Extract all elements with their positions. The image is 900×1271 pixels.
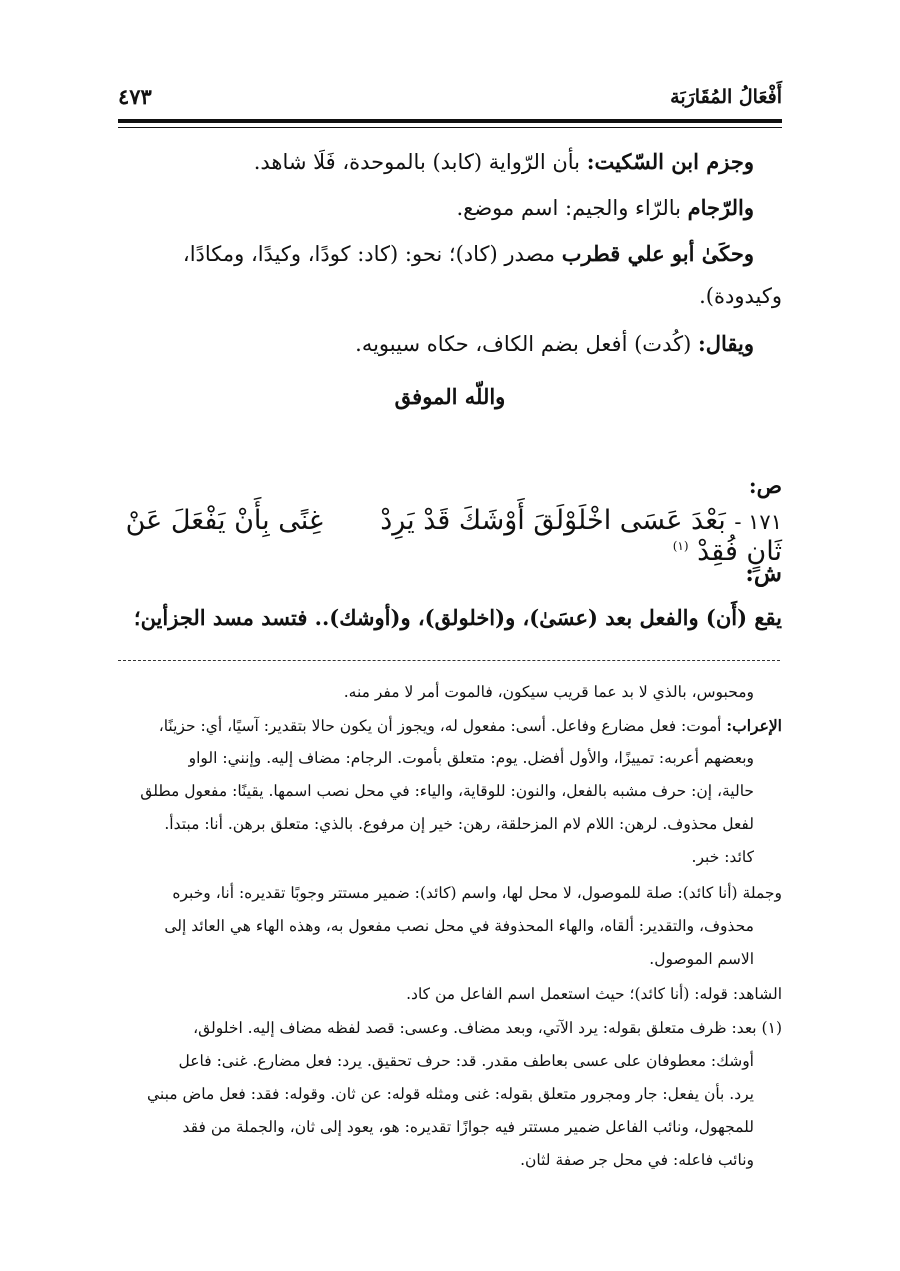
footnote-1-line-1: (١) بعد: ظرف متعلق بقوله: يرد الآتي، وبعد مضاف. وعسى: قصد لفظه مضاف إليه. اخلولق،: [193, 1019, 782, 1037]
irab-line-3: حالية، إن: حرف مشبه بالفعل، والنون: للوقاية، والياء: في محل نصب اسمها. يقينًا: مفعول مطلق: [140, 782, 754, 800]
shahid-line: الشاهد: قوله: (أنا كائد)؛ حيث استعمل اسم الفاعل من كاد.: [406, 985, 782, 1003]
irab-line-1: الإعراب: أموت: فعل مضارع وفاعل. أسى: مفعول له، ويجوز أن يكون حالا بتقدير: آسيًا، أي: حزينًا،: [158, 716, 782, 735]
chapter-title: أَفْعَالُ المُقَارَبَة: [670, 86, 782, 108]
running-header: [118, 80, 782, 120]
footnote-1-line-2: أوشك: معطوفان على عسى بعاطف مقدر. قد: حرف تحقيق. يرد: فعل مضارع. غنى: فاعل: [178, 1052, 754, 1070]
jumla-line-2: محذوف، والتقدير: ألقاه، والهاء المحذوفة في محل نصب مفعول به، وهذه الهاء هي العائد إلى: [164, 917, 754, 935]
commentary-line: يقع (أَن) والفعل بعد (عسَىٰ)، و(اخلولق)، و(أوشك).. فتسد مسد الجزأين؛: [133, 605, 782, 630]
paragraph-3: وحكَىٰ أبو علي قطرب مصدر (كاد)؛ نحو: (كاد: كودًا، وكيدًا، ومكادًا،: [182, 241, 754, 266]
verse-number: ١٧١ -: [734, 510, 782, 534]
shin-label: ش:: [745, 560, 782, 587]
footnote-1-line-3: يرد. بأن يفعل: جار ومجرور متعلق بقوله: غنى ومثله قوله: عن ثان. وقوله: فقد: فعل ماض مبني: [147, 1085, 754, 1103]
footnote-separator: [118, 660, 780, 661]
paragraph-4: ويقال: (كُدت) أفعل بضم الكاف، حكاه سيبويه.: [355, 331, 754, 356]
jumla-line-3: الاسم الموصول.: [649, 950, 754, 968]
footnote-1-line-5: ونائب فاعله: في محل جر صفة لثان.: [520, 1151, 754, 1169]
paragraph-2: والرّجام بالرّاء والجيم: اسم موضع.: [456, 195, 754, 220]
closing-formula: واللّه الموفق: [394, 384, 506, 409]
paragraph-3-continuation: وكيدودة).: [699, 284, 782, 308]
footnote-line: ومحبوس، بالذي لا بد عما قريب سيكون، فالموت أمر لا مفر منه.: [343, 683, 754, 701]
page-number: ٤٧٣: [118, 84, 152, 109]
paragraph-1: وجزم ابن السّكيت: بأن الرّواية (كابد) بالموحدة، فَلَا شاهد.: [253, 149, 754, 174]
verse-hemistich-1: بَعْدَ عَسَى اخْلَوْلَقَ أَوْشَكَ قَدْ يَرِدْ: [380, 505, 726, 536]
irab-line-2: وبعضهم أعربه: تمييزًا، والأول أفضل. يوم: متعلق بأموت. الرجام: مضاف إليه. وإنني: الواو: [188, 749, 754, 767]
footnote-ref: (١): [672, 539, 689, 553]
footnote-1-line-4: للمجهول، ونائب الفاعل ضمير مستتر فيه جوازًا تقديره: هو، يعود إلى ثان، والجملة من فقد: [182, 1118, 754, 1136]
header-rule-thick: [118, 119, 782, 123]
verse-hemistich-2: غِنًى بِأَنْ يَفْعَلَ عَنْ ثَانٍ فُقِدْ: [125, 505, 782, 567]
jumla-line-1: وجملة (أنا كائد): صلة للموصول، لا محل لها، واسم (كائد): ضمير مستتر وجوبًا تقديره: أنا، وخبره: [172, 884, 782, 902]
sad-label: ص:: [748, 473, 782, 498]
header-rule-thin: [118, 127, 782, 128]
irab-line-4: لفعل محذوف. لرهن: اللام لام المزحلقة، رهن: خير إن مرفوع. بالذي: متعلق برهن. أنا: مبتدأ.: [164, 815, 754, 833]
irab-line-5: كائد: خبر.: [691, 848, 754, 866]
